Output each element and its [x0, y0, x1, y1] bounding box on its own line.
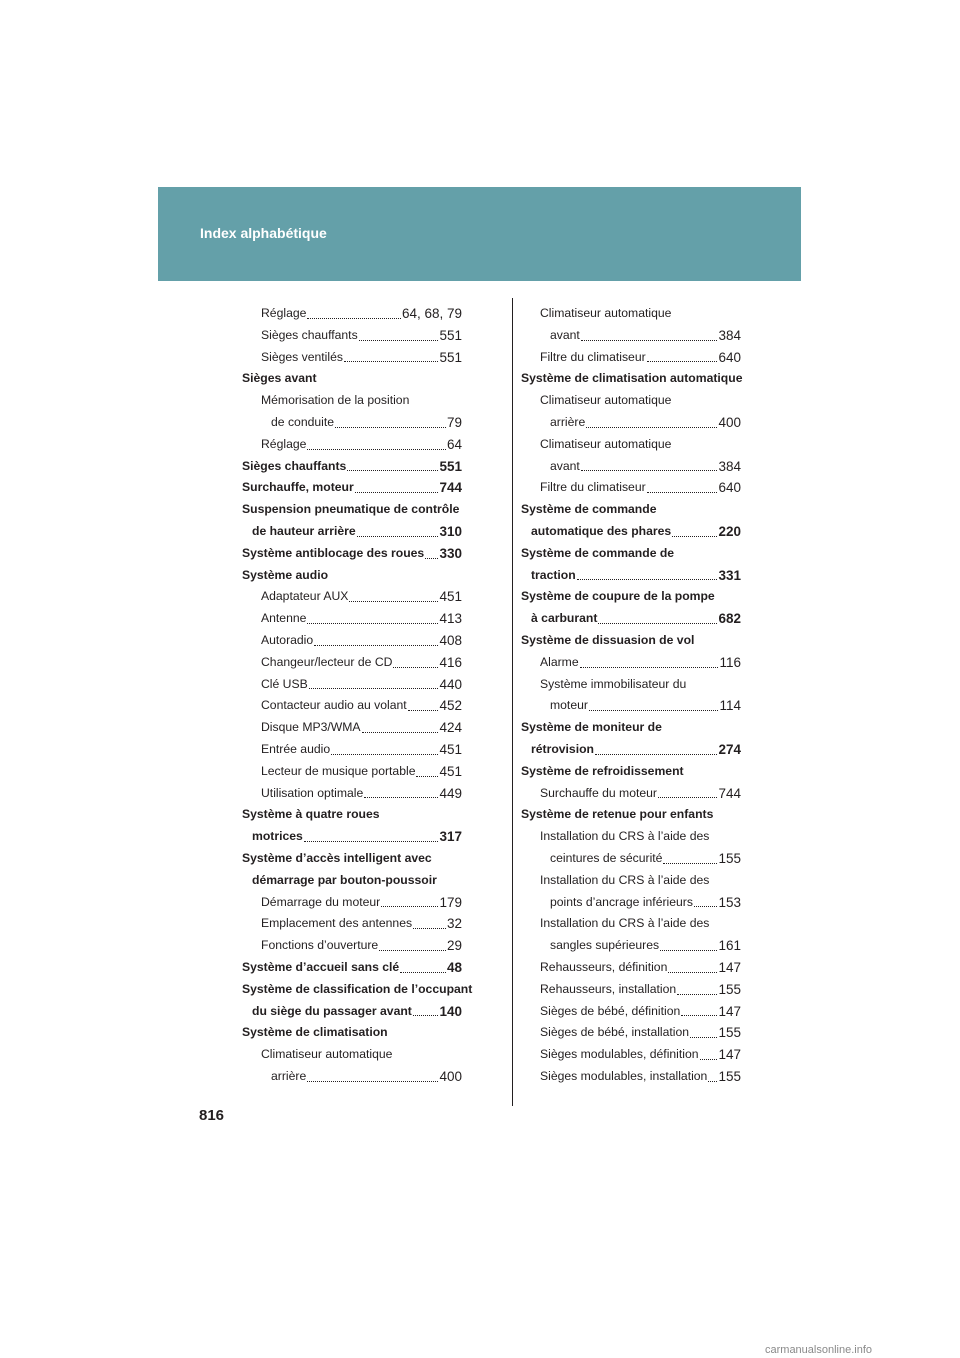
- index-entry-label: Sièges de bébé, définition: [540, 1003, 681, 1018]
- dot-leader: [663, 863, 717, 864]
- index-entry: [521, 957, 741, 979]
- index-entry: [242, 586, 462, 608]
- index-entry-page[interactable]: 451: [439, 589, 462, 605]
- index-entry: [521, 761, 741, 783]
- index-entry-label: arrière: [271, 1068, 307, 1083]
- index-entry-label: Mémorisation de la position: [261, 393, 410, 408]
- index-entry-label: Sièges avant: [242, 371, 317, 386]
- dot-leader: [595, 754, 717, 755]
- index-entry-label: Contacteur audio au volant: [261, 698, 407, 713]
- index-entry-label: Système de coupure de la pompe: [521, 589, 715, 604]
- index-entry-page[interactable]: 452: [439, 698, 462, 714]
- index-entry: [242, 543, 462, 565]
- index-entry-label: Système audio: [242, 567, 329, 582]
- dot-leader: [379, 950, 446, 951]
- index-entry-label: sangles supérieures: [550, 938, 660, 953]
- index-entry-label: Filtre du climatiseur: [540, 480, 646, 495]
- index-entry-label: Climatiseur automatique: [540, 436, 672, 451]
- index-entry: [521, 303, 741, 325]
- index-entry-label: Fonctions d’ouverture: [261, 938, 379, 953]
- index-entry-label: Système de classification de l’occupant: [242, 981, 473, 996]
- watermark: carmanualsonline.info: [765, 1344, 873, 1356]
- page-number: 816: [199, 1107, 225, 1124]
- dot-leader: [690, 1037, 717, 1038]
- index-entry-page[interactable]: 317: [439, 829, 462, 845]
- index-entry-page[interactable]: 384: [718, 327, 741, 343]
- index-entry: [521, 347, 741, 369]
- index-entry-page[interactable]: 155: [718, 850, 741, 866]
- index-entry-page[interactable]: 179: [439, 894, 462, 910]
- index-entry: [521, 652, 741, 674]
- index-entry-page[interactable]: 451: [439, 741, 462, 757]
- index-entry: [521, 521, 741, 543]
- index-entry-page[interactable]: 384: [718, 458, 741, 474]
- index-entry-label: Système à quatre roues: [242, 807, 380, 822]
- index-entry: [521, 1044, 741, 1066]
- index-entry-label: de conduite: [271, 414, 335, 429]
- index-entry-label: Réglage: [261, 436, 307, 451]
- index-entry-label: Installation du CRS à l’aide des: [540, 829, 710, 844]
- dot-leader: [700, 1059, 718, 1060]
- index-entry-page[interactable]: 451: [439, 763, 462, 779]
- index-entry-label: Système de retenue pour enfants: [521, 807, 714, 822]
- index-entry-label: Système de refroidissement: [521, 763, 684, 778]
- index-entry: [521, 1066, 741, 1088]
- index-entry-page[interactable]: 64, 68, 79: [401, 306, 462, 321]
- index-entry-page[interactable]: 551: [439, 458, 462, 474]
- dot-leader: [677, 994, 717, 995]
- index-entry: [242, 347, 462, 369]
- index-entry: [521, 870, 741, 892]
- index-entry-label: Antenne: [261, 611, 307, 626]
- index-entry: [242, 739, 462, 761]
- index-entry: [242, 695, 462, 717]
- index-entry-page[interactable]: 274: [718, 741, 741, 757]
- index-entry: [242, 477, 462, 499]
- dot-leader: [413, 928, 446, 929]
- index-entry-label: Démarrage du moteur: [261, 894, 381, 909]
- index-entry: [521, 935, 741, 957]
- index-entry: [521, 717, 741, 739]
- index-entry-label: Système de moniteur de: [521, 720, 662, 735]
- index-entry: [521, 695, 741, 717]
- index-column-right: [521, 303, 741, 1088]
- index-entry-page[interactable]: 155: [718, 981, 741, 997]
- index-entry-page[interactable]: 155: [718, 1025, 741, 1041]
- dot-leader: [357, 536, 439, 537]
- dot-leader: [307, 1081, 438, 1082]
- index-entry: [521, 630, 741, 652]
- index-entry-label: Entrée audio: [261, 741, 331, 756]
- index-entry: [521, 325, 741, 347]
- index-entry: [521, 674, 741, 696]
- index-entry: [521, 804, 741, 826]
- index-entry: [521, 434, 741, 456]
- index-entry-page[interactable]: 440: [439, 676, 462, 692]
- index-entry-page[interactable]: 310: [439, 523, 462, 539]
- index-entry-label: à carburant: [531, 611, 598, 626]
- index-entry-label: Système de dissuasion de vol: [521, 632, 695, 647]
- index-entry-page[interactable]: 413: [439, 611, 462, 627]
- index-entry-label: avant: [550, 327, 580, 342]
- index-entry: [521, 543, 741, 565]
- dot-leader: [413, 1015, 439, 1016]
- dot-leader: [355, 492, 439, 493]
- dot-leader: [425, 558, 438, 559]
- dot-leader: [647, 492, 718, 493]
- index-entry-label: Sièges modulables, définition: [540, 1047, 699, 1062]
- index-entry: [242, 804, 462, 826]
- index-entry: [242, 456, 462, 478]
- index-entry-label: Système de climatisation automatique: [521, 371, 743, 386]
- index-entry: [521, 739, 741, 761]
- dot-leader: [381, 906, 438, 907]
- index-entry: [242, 892, 462, 914]
- index-entry-page[interactable]: 220: [718, 523, 741, 539]
- index-entry-page[interactable]: 744: [718, 785, 741, 801]
- index-entry: [242, 826, 462, 848]
- index-entry: [242, 848, 462, 870]
- index-entry-label: Installation du CRS à l’aide des: [540, 872, 710, 887]
- index-entry: [242, 935, 462, 957]
- index-entry-label: Surchauffe, moteur: [242, 480, 354, 495]
- index-entry-label: motrices: [252, 829, 303, 844]
- index-entry: [242, 979, 473, 1001]
- section-header: [158, 187, 801, 281]
- index-entry-label: Climatiseur automatique: [540, 306, 672, 320]
- column-divider: [512, 298, 513, 1106]
- index-entry: [521, 608, 741, 630]
- index-entry: [242, 303, 462, 325]
- index-entry-page[interactable]: 330: [439, 545, 462, 561]
- index-entry: [521, 826, 741, 848]
- index-entry-label: Système de climatisation: [242, 1025, 388, 1040]
- index-entry: [521, 1022, 741, 1044]
- index-entry: [521, 586, 741, 608]
- index-entry-page[interactable]: 424: [439, 720, 462, 736]
- index-entry-label: avant: [550, 458, 580, 473]
- dot-leader: [400, 972, 446, 973]
- index-entry-label: de hauteur arrière: [252, 523, 356, 538]
- index-entry-label: Système de commande de: [521, 545, 675, 560]
- index-entry-label: automatique des phares: [531, 523, 672, 538]
- index-entry-page[interactable]: 48: [446, 959, 462, 975]
- index-entry-label: Système antiblocage des roues: [242, 545, 425, 560]
- index-entry-label: Filtre du climatiseur: [540, 349, 646, 364]
- index-entry-page[interactable]: 147: [718, 959, 741, 975]
- index-entry-label: démarrage par bouton-poussoir: [252, 872, 437, 887]
- index-entry-page[interactable]: 79: [446, 414, 462, 430]
- index-entry-label: Système d’accueil sans clé: [242, 959, 400, 974]
- index-entry-label: Sièges modulables, installation: [540, 1068, 708, 1083]
- index-entry-label: Utilisation optimale: [261, 785, 364, 800]
- index-entry-label: Disque MP3/WMA: [261, 720, 361, 735]
- dot-leader: [681, 1015, 717, 1016]
- dot-leader: [598, 623, 717, 624]
- index-entry-page[interactable]: 682: [718, 611, 741, 627]
- index-entry-page[interactable]: 116: [719, 654, 741, 670]
- index-entry: [242, 521, 462, 543]
- dot-leader: [577, 579, 718, 580]
- dot-leader: [647, 361, 718, 362]
- dot-leader: [580, 667, 719, 668]
- index-entry-page[interactable]: 449: [439, 785, 462, 801]
- index-entry-label: Alarme: [540, 654, 579, 669]
- index-entry: [521, 412, 741, 434]
- index-entry-label: arrière: [550, 414, 586, 429]
- index-entry: [521, 565, 741, 587]
- dot-leader: [589, 710, 719, 711]
- index-entry-page[interactable]: 155: [718, 1068, 741, 1084]
- index-entry-label: Système d’accès intelligent avec: [242, 850, 432, 865]
- index-entry-label: ceintures de sécurité: [550, 850, 663, 865]
- index-entry-page[interactable]: 147: [718, 1047, 741, 1063]
- dot-leader: [359, 340, 439, 341]
- index-entry: [242, 1022, 462, 1044]
- dot-leader: [393, 667, 438, 668]
- section-title: Index alphabétique: [200, 225, 327, 241]
- index-entry-label: Sièges chauffants: [242, 458, 347, 473]
- dot-leader: [335, 427, 446, 428]
- index-entry-label: Installation du CRS à l’aide des: [540, 916, 710, 931]
- index-entry-label: Sièges ventilés: [261, 349, 343, 364]
- index-entry-page[interactable]: 140: [439, 1003, 462, 1019]
- dot-leader: [362, 732, 439, 733]
- index-entry-page[interactable]: 744: [439, 480, 462, 496]
- index-entry-page[interactable]: 114: [719, 698, 741, 714]
- index-entry-label: Suspension pneumatique de contrôle: [242, 502, 460, 517]
- index-entry-page[interactable]: 408: [439, 632, 462, 648]
- index-entry: [242, 1066, 462, 1088]
- index-entry-label: Réglage: [261, 306, 307, 320]
- index-entry: [242, 783, 462, 805]
- index-entry-label: Sièges de bébé, installation: [540, 1025, 690, 1040]
- dot-leader: [331, 754, 438, 755]
- index-entry: [521, 783, 741, 805]
- index-column-left: [242, 303, 473, 1088]
- index-entry: [242, 870, 462, 892]
- index-entry: [242, 761, 462, 783]
- index-entry-label: Système immobilisateur du: [540, 676, 687, 691]
- index-entry-page[interactable]: 64: [446, 436, 462, 452]
- dot-leader: [708, 1081, 717, 1082]
- index-entry-label: traction: [531, 567, 576, 582]
- dot-leader: [581, 470, 718, 471]
- index-entry-page[interactable]: 416: [439, 654, 462, 670]
- dot-leader: [408, 710, 439, 711]
- index-entry: [521, 477, 741, 499]
- index-entry: [242, 652, 462, 674]
- index-entry: [242, 412, 462, 434]
- index-entry: [521, 1001, 741, 1023]
- index-entry: [242, 434, 462, 456]
- index-entry-label: Rehausseurs, définition: [540, 959, 668, 974]
- index-entry-label: du siège du passager avant: [252, 1003, 412, 1018]
- index-entry-label: Lecteur de musique portable: [261, 763, 416, 778]
- dot-leader: [314, 645, 438, 646]
- index-entry: [242, 499, 462, 521]
- index-entry: [242, 674, 462, 696]
- index-entry-label: Emplacement des antennes: [261, 916, 413, 931]
- index-entry: [242, 1001, 462, 1023]
- index-entry-label: points d’ancrage inférieurs: [550, 894, 693, 909]
- index-entry-label: Sièges chauffants: [261, 327, 358, 342]
- index-entry-label: Autoradio: [261, 632, 314, 647]
- dot-leader: [344, 361, 438, 362]
- dot-leader: [658, 797, 717, 798]
- index-entry: [521, 979, 741, 1001]
- index-entry: [242, 1044, 462, 1066]
- index-entry-label: Système de commande: [521, 502, 657, 517]
- index-entry-page[interactable]: 551: [439, 349, 462, 365]
- dot-leader: [309, 688, 439, 689]
- index-entry: [242, 957, 462, 979]
- index-entry-page[interactable]: 147: [718, 1003, 741, 1019]
- index-entry: [242, 565, 462, 587]
- index-entry: [521, 499, 741, 521]
- dot-leader: [307, 449, 446, 450]
- dot-leader: [694, 906, 718, 907]
- index-entry-page[interactable]: 400: [439, 1068, 462, 1084]
- dot-leader: [416, 776, 438, 777]
- dot-leader: [307, 318, 401, 319]
- index-entry-label: Adaptateur AUX: [261, 589, 349, 604]
- index-entry-page[interactable]: 32: [446, 916, 462, 932]
- index-entry: [521, 848, 741, 870]
- index-entry-page[interactable]: 551: [439, 327, 462, 343]
- dot-leader: [307, 623, 438, 624]
- dot-leader: [347, 470, 438, 471]
- index-entry-label: Changeur/lecteur de CD: [261, 654, 393, 669]
- index-entry: [242, 325, 462, 347]
- index-entry-page[interactable]: 400: [718, 414, 741, 430]
- index-entry-label: Clé USB: [261, 676, 308, 691]
- index-entry-page[interactable]: 331: [718, 567, 741, 583]
- index-entry: [242, 608, 462, 630]
- index-entry: [242, 630, 462, 652]
- index-entry-label: Climatiseur automatique: [261, 1047, 393, 1062]
- dot-leader: [581, 340, 718, 341]
- dot-leader: [660, 950, 717, 951]
- index-entry-page[interactable]: 640: [718, 480, 741, 496]
- index-entry: [521, 456, 741, 478]
- index-entry: [521, 368, 741, 390]
- index-entry: [242, 913, 462, 935]
- index-entry-label: Surchauffe du moteur: [540, 785, 657, 800]
- index-entry-label: Rehausseurs, installation: [540, 981, 677, 996]
- index-entry: [242, 717, 462, 739]
- index-entry-label: moteur: [550, 698, 588, 713]
- dot-leader: [672, 536, 717, 537]
- index-entry-page[interactable]: 153: [718, 894, 741, 910]
- dot-leader: [364, 797, 438, 798]
- index-entry: [521, 390, 741, 412]
- index-entry: [521, 892, 741, 914]
- index-entry-page[interactable]: 640: [718, 349, 741, 365]
- dot-leader: [349, 601, 438, 602]
- index-entry: [242, 368, 462, 390]
- index-entry-label: Climatiseur automatique: [540, 393, 672, 408]
- index-entry-page[interactable]: 161: [718, 938, 741, 954]
- dot-leader: [668, 972, 717, 973]
- index-entry: [521, 913, 741, 935]
- dot-leader: [304, 841, 439, 842]
- index-entry: [242, 390, 462, 412]
- dot-leader: [586, 427, 717, 428]
- index-entry-label: rétrovision: [531, 741, 594, 756]
- index-entry-page[interactable]: 29: [446, 938, 462, 954]
